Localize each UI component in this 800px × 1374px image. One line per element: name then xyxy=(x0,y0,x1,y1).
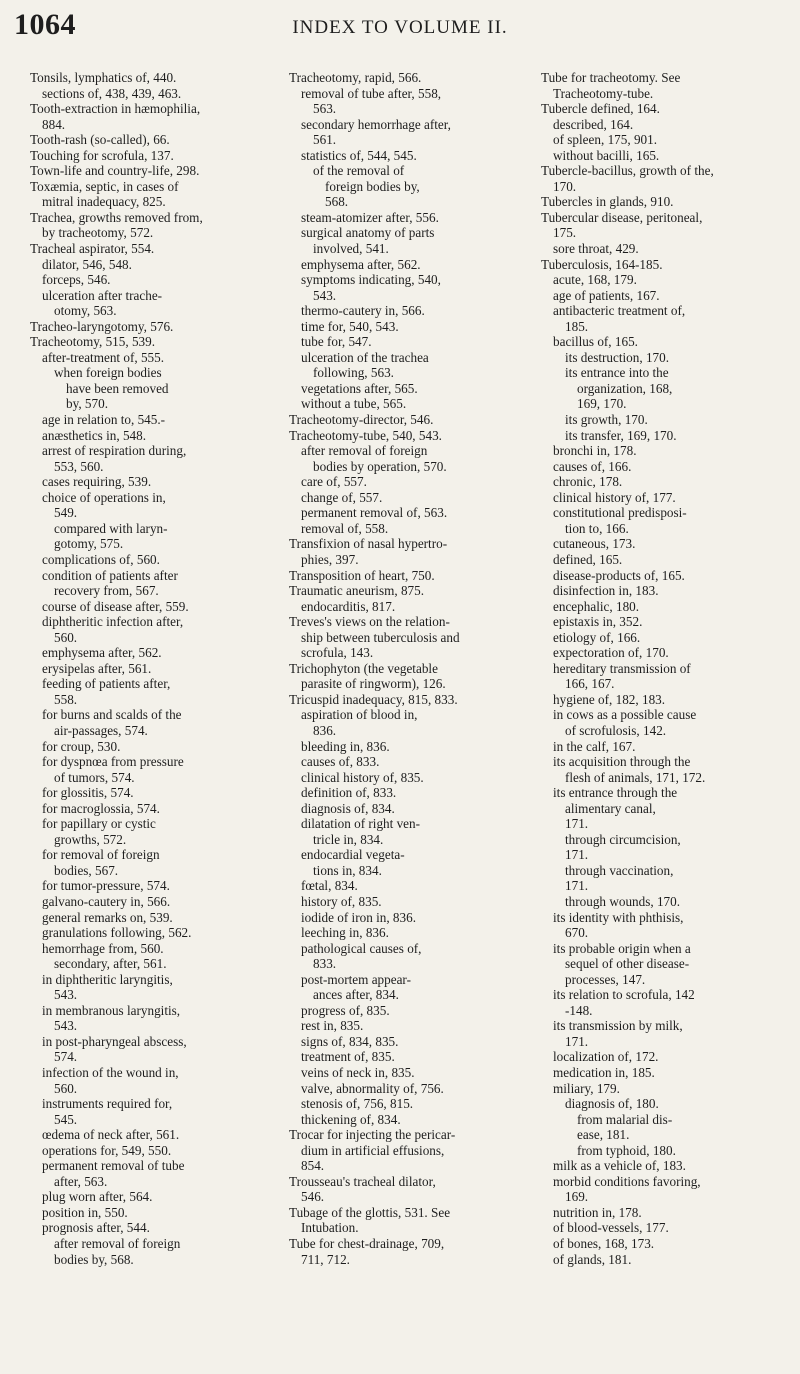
index-entry-line: Tracheotomy-tube. xyxy=(553,85,654,101)
index-entry-line: by, 570. xyxy=(66,396,109,412)
index-entry-line: 546. xyxy=(301,1189,325,1205)
index-entry-line: for croup, 530. xyxy=(42,738,121,754)
index-entry-line: feeding of patients after, xyxy=(42,676,171,692)
index-entry-line: progress of, 835. xyxy=(301,1002,390,1018)
index-entry-line: of tumors, 574. xyxy=(54,769,135,785)
index-entry-line: air-passages, 574. xyxy=(54,722,148,738)
index-column-1 xyxy=(30,70,268,1267)
index-entry-line: of bones, 168, 173. xyxy=(553,1236,655,1252)
index-entry-line: Treves's views on the relation- xyxy=(289,614,450,630)
index-entry-line: milk as a vehicle of, 183. xyxy=(553,1158,686,1174)
index-entry-line: position in, 550. xyxy=(42,1204,128,1220)
index-entry-line: vegetations after, 565. xyxy=(301,380,418,396)
index-entry-line: after removal of foreign xyxy=(301,443,428,459)
index-entry-line: clinical history of, 835. xyxy=(301,769,424,785)
index-entry-line: statistics of, 544, 545. xyxy=(301,147,417,163)
index-entry-line: aspiration of blood in, xyxy=(301,707,418,723)
index-entry-line: removal of, 558. xyxy=(301,520,389,536)
index-entry-line: its entrance through the xyxy=(553,785,678,801)
index-entry-line: 543. xyxy=(54,987,78,1003)
index-entry-line: its destruction, 170. xyxy=(565,349,670,365)
page-title: INDEX TO VOLUME II. xyxy=(292,17,508,38)
index-entry-line: 549. xyxy=(54,505,78,521)
index-entry-line: cases requiring, 539. xyxy=(42,474,152,490)
index-entry-line: tions in, 834. xyxy=(313,862,382,878)
index-entry-line: 171. xyxy=(565,847,589,863)
index-entry-line: condition of patients after xyxy=(42,567,178,583)
index-entry-line: 169. xyxy=(565,1189,589,1205)
index-entry-line: Tubercular disease, peritoneal, xyxy=(541,209,703,225)
index-entry-line: Tooth-rash (so-called), 66. xyxy=(30,132,170,148)
index-entry-line: valve, abnormality of, 756. xyxy=(301,1080,444,1096)
index-entry-line: thermo-cautery in, 566. xyxy=(301,303,425,319)
index-entry-line: its transmission by milk, xyxy=(553,1018,683,1034)
index-entry-line: have been removed xyxy=(66,380,169,396)
index-entry-line: following, 563. xyxy=(313,365,394,381)
index-entry-line: hemorrhage from, 560. xyxy=(42,940,164,956)
index-entry-line: its probable origin when a xyxy=(553,940,691,956)
index-entry-line: emphysema after, 562. xyxy=(42,645,162,661)
index-entry-line: treatment of, 835. xyxy=(301,1049,395,1065)
index-entry-line: removal of tube after, 558, xyxy=(301,85,442,101)
index-entry-line: for tumor-pressure, 574. xyxy=(42,878,170,894)
index-entry-line: disinfection in, 183. xyxy=(553,583,659,599)
index-entry-line: its transfer, 169, 170. xyxy=(565,427,677,443)
index-entry-line: Trousseau's tracheal dilator, xyxy=(289,1173,436,1189)
index-entry-line: parasite of ringworm), 126. xyxy=(301,676,446,692)
index-entry-line: in diphtheritic laryngitis, xyxy=(42,971,173,987)
index-entry-line: dilator, 546, 548. xyxy=(42,256,132,272)
index-entry-line: Trachea, growths removed from, xyxy=(30,209,203,225)
index-entry-line: 560. xyxy=(54,629,78,645)
index-entry-line: scrofula, 143. xyxy=(301,645,374,661)
index-entry-line: erysipelas after, 561. xyxy=(42,660,152,676)
index-entry-line: for glossitis, 574. xyxy=(42,785,134,801)
index-entry-line: 711, 712. xyxy=(301,1251,350,1267)
index-entry-line: 574. xyxy=(54,1049,78,1065)
index-entry-line: 170. xyxy=(553,178,577,194)
index-entry-line: described, 164. xyxy=(553,116,634,132)
index-entry-line: post-mortem appear- xyxy=(301,971,411,987)
index-entry-line: recovery from, 567. xyxy=(54,583,159,599)
index-entry-line: œdema of neck after, 561. xyxy=(42,1127,180,1143)
index-entry-line: Tube for chest-drainage, 709, xyxy=(289,1236,445,1252)
index-entry-line: 171. xyxy=(565,878,589,894)
index-entry-line: through circumcision, xyxy=(565,831,681,847)
index-entry-line: dilatation of right ven- xyxy=(301,816,421,832)
index-entry-line: for burns and scalds of the xyxy=(42,707,182,723)
index-entry-line: in the calf, 167. xyxy=(553,738,636,754)
index-entry-line: Tubage of the glottis, 531. See xyxy=(289,1204,451,1220)
index-entry-line: thickening of, 834. xyxy=(301,1111,401,1127)
index-entry-line: in cows as a possible cause xyxy=(553,707,697,723)
index-entry-line: Town-life and country-life, 298. xyxy=(30,163,200,179)
index-entry-line: 175. xyxy=(553,225,577,241)
index-entry-line: constitutional predisposi- xyxy=(553,505,687,521)
index-entry-line: 854. xyxy=(301,1158,325,1174)
index-entry-line: through wounds, 170. xyxy=(565,893,681,909)
index-entry-line: signs of, 834, 835. xyxy=(301,1033,399,1049)
index-entry-line: sections of, 438, 439, 463. xyxy=(42,85,182,101)
index-entry-line: iodide of iron in, 836. xyxy=(301,909,417,925)
index-entry-line: hereditary transmission of xyxy=(553,660,691,676)
index-entry-line: 558. xyxy=(54,691,78,707)
index-entry-line: -148. xyxy=(565,1002,593,1018)
index-entry-line: epistaxis in, 352. xyxy=(553,614,643,630)
index-entry-line: causes of, 833. xyxy=(301,754,380,770)
index-entry-line: age in relation to, 545.- xyxy=(42,412,166,428)
index-entry-line: Tricuspid inadequacy, 815, 833. xyxy=(289,691,458,707)
index-entry-line: instruments required for, xyxy=(42,1096,173,1112)
index-entry-line: infection of the wound in, xyxy=(42,1065,179,1080)
index-entry-line: its relation to scrofula, 142 xyxy=(553,987,695,1003)
index-entry-line: Tubercles in glands, 910. xyxy=(541,194,674,210)
index-entry-line: bodies by operation, 570. xyxy=(313,458,447,474)
index-entry-line: disease-products of, 165. xyxy=(553,567,685,583)
index-entry-line: 670. xyxy=(565,925,589,941)
index-entry-line: its entrance into the xyxy=(565,365,669,381)
index-entry-line: for macroglossia, 574. xyxy=(42,800,160,816)
index-entry-line: its identity with phthisis, xyxy=(553,909,684,925)
index-entry-line: Intubation. xyxy=(301,1220,359,1236)
index-entry-line: secondary hemorrhage after, xyxy=(301,116,451,132)
index-entry-line: diagnosis of, 180. xyxy=(565,1096,659,1112)
index-entry-line: expectoration of, 170. xyxy=(553,645,669,661)
index-entry-line: fœtal, 834. xyxy=(301,878,358,894)
index-entry-line: permanent removal of, 563. xyxy=(301,505,448,521)
index-entry-line: processes, 147. xyxy=(565,971,646,987)
index-column-3 xyxy=(541,70,779,1267)
index-entry-line: permanent removal of tube xyxy=(42,1158,185,1174)
index-entry-line: leeching in, 836. xyxy=(301,925,389,941)
index-entry-line: Tracheal aspirator, 554. xyxy=(30,241,155,257)
index-entry-line: antibacteric treatment of, xyxy=(553,303,686,319)
index-entry-line: Transposition of heart, 750. xyxy=(289,567,435,583)
index-entry-line: bodies, 567. xyxy=(54,862,119,878)
index-entry-line: sore throat, 429. xyxy=(553,241,639,257)
index-entry-line: symptoms indicating, 540, xyxy=(301,272,441,288)
index-entry-line: arrest of respiration during, xyxy=(42,443,187,459)
index-entry-line: 560. xyxy=(54,1080,78,1096)
index-entry-line: morbid conditions favoring, xyxy=(553,1173,701,1189)
index-entry-line: prognosis after, 544. xyxy=(42,1220,150,1236)
index-entry-line: ulceration after trache- xyxy=(42,287,163,303)
index-entry-line: forceps, 546. xyxy=(42,272,111,288)
index-entry-line: diphtheritic infection after, xyxy=(42,614,184,630)
index-entry-line: dium in artificial effusions, xyxy=(301,1142,445,1158)
index-entry-line: of the removal of xyxy=(313,163,405,179)
index-entry-line: 169, 170. xyxy=(577,396,627,412)
index-entry-line: mitral inadequacy, 825. xyxy=(42,194,166,210)
index-entry-line: ease, 181. xyxy=(577,1127,630,1143)
index-entry-line: medication in, 185. xyxy=(553,1065,655,1080)
index-entry-line: bodies by, 568. xyxy=(54,1251,134,1267)
index-entry-line: in membranous laryngitis, xyxy=(42,1002,181,1018)
index-entry-line: surgical anatomy of parts xyxy=(301,225,435,241)
index-entry-line: chronic, 178. xyxy=(553,474,623,490)
index-entry-line: 836. xyxy=(313,722,337,738)
index-entry-line: anæsthetics in, 548. xyxy=(42,427,147,443)
index-entry-line: localization of, 172. xyxy=(553,1049,659,1065)
page-header xyxy=(14,8,786,48)
index-entry-line: bleeding in, 836. xyxy=(301,738,390,754)
index-entry-line: Tracheotomy-director, 546. xyxy=(289,412,434,428)
index-entry-line: change of, 557. xyxy=(301,489,383,505)
index-entry-line: 171. xyxy=(565,1033,589,1049)
index-entry-line: of spleen, 175, 901. xyxy=(553,132,658,148)
index-entry-line: bronchi in, 178. xyxy=(553,443,637,459)
index-entry-line: without a tube, 565. xyxy=(301,396,407,412)
index-entry-line: 185. xyxy=(565,318,589,334)
index-entry-line: defined, 165. xyxy=(553,551,623,567)
index-entry-line: ances after, 834. xyxy=(313,987,399,1003)
index-entry-line: granulations following, 562. xyxy=(42,925,192,941)
index-entry-line: time for, 540, 543. xyxy=(301,318,399,334)
index-entry-line: tricle in, 834. xyxy=(313,831,384,847)
index-entry-line: after-treatment of, 555. xyxy=(42,349,165,365)
index-entry-line: its acquisition through the xyxy=(553,754,691,770)
index-entry-line: secondary, after, 561. xyxy=(54,956,167,972)
index-entry-line: Trocar for injecting the pericar- xyxy=(289,1127,456,1143)
index-entry-line: involved, 541. xyxy=(313,241,389,257)
index-entry-line: flesh of animals, 171, 172. xyxy=(565,769,706,785)
index-entry-line: foreign bodies by, xyxy=(325,178,420,194)
index-entry-line: plug worn after, 564. xyxy=(42,1189,153,1205)
index-entry-line: Tube for tracheotomy. See xyxy=(541,70,681,85)
index-entry-line: Toxæmia, septic, in cases of xyxy=(30,178,179,194)
index-entry-line: compared with laryn- xyxy=(54,520,168,536)
index-entry-line: without bacilli, 165. xyxy=(553,147,660,163)
index-entry-line: 166, 167. xyxy=(565,676,615,692)
index-entry-line: diagnosis of, 834. xyxy=(301,800,395,816)
index-entry-line: through vaccination, xyxy=(565,862,674,878)
index-entry-line: miliary, 179. xyxy=(553,1080,620,1096)
index-entry-line: from typhoid, 180. xyxy=(577,1142,676,1158)
index-entry-line: rest in, 835. xyxy=(301,1018,364,1034)
index-entry-line: stenosis of, 756, 815. xyxy=(301,1096,414,1112)
index-entry-line: of glands, 181. xyxy=(553,1251,632,1267)
index-entry-line: tube for, 547. xyxy=(301,334,372,350)
index-entry-line: gotomy, 575. xyxy=(54,536,124,552)
index-entry-line: bacillus of, 165. xyxy=(553,334,638,350)
index-entry-line: growths, 572. xyxy=(54,831,127,847)
index-entry-line: course of disease after, 559. xyxy=(42,598,189,614)
index-entry-line: age of patients, 167. xyxy=(553,287,660,303)
index-entry-line: 563. xyxy=(313,101,337,117)
index-entry-line: 561. xyxy=(313,132,337,148)
index-entry-line: after removal of foreign xyxy=(54,1236,181,1252)
index-entry-line: alimentary canal, xyxy=(565,800,656,816)
index-entry-line: history of, 835. xyxy=(301,893,382,909)
index-entry-line: acute, 168, 179. xyxy=(553,272,637,288)
index-entry-line: pathological causes of, xyxy=(301,940,422,956)
index-entry-line: Touching for scrofula, 137. xyxy=(30,147,174,163)
index-entry-line: Tracheotomy, 515, 539. xyxy=(30,334,156,350)
index-entry-line: Tracheotomy, rapid, 566. xyxy=(289,70,422,85)
index-entry-line: from malarial dis- xyxy=(577,1111,673,1127)
index-entry-line: etiology of, 166. xyxy=(553,629,641,645)
index-entry-line: galvano-cautery in, 566. xyxy=(42,893,171,909)
index-entry-line: 171. xyxy=(565,816,589,832)
index-entry-line: for removal of foreign xyxy=(42,847,160,863)
index-entry-line: for papillary or cystic xyxy=(42,816,156,832)
index-entry-line: veins of neck in, 835. xyxy=(301,1065,415,1080)
index-entry-line: choice of operations in, xyxy=(42,489,166,505)
index-entry-line: phies, 397. xyxy=(301,551,359,567)
index-entry-line: causes of, 166. xyxy=(553,458,632,474)
index-entry-line: nutrition in, 178. xyxy=(553,1204,642,1220)
page-number: 1064 xyxy=(14,8,76,41)
index-entry-line: otomy, 563. xyxy=(54,303,117,319)
index-entry-line: Tuberculosis, 164-185. xyxy=(541,256,663,272)
index-entry-line: for dyspnœa from pressure xyxy=(42,754,184,770)
index-entry-line: organization, 168, xyxy=(577,380,673,396)
index-entry-line: Traumatic aneurism, 875. xyxy=(289,583,425,599)
index-column-2 xyxy=(289,70,527,1267)
index-entry-line: Trichophyton (the vegetable xyxy=(289,660,438,676)
index-entry-line: its growth, 170. xyxy=(565,412,648,428)
index-entry-line: care of, 557. xyxy=(301,474,367,490)
index-entry-line: encephalic, 180. xyxy=(553,598,640,614)
index-entry-line: cutaneous, 173. xyxy=(553,536,636,552)
index-entry-line: 545. xyxy=(54,1111,78,1127)
index-entry-line: Tubercle defined, 164. xyxy=(541,101,660,117)
index-entry-line: clinical history of, 177. xyxy=(553,489,676,505)
index-entry-line: 543. xyxy=(313,287,337,303)
index-entry-line: emphysema after, 562. xyxy=(301,256,421,272)
index-entry-line: ulceration of the trachea xyxy=(301,349,429,365)
index-entry-line: tion to, 166. xyxy=(565,520,629,536)
index-entry-line: definition of, 833. xyxy=(301,785,397,801)
index-entry-line: Tooth-extraction in hæmophilia, xyxy=(30,101,201,117)
index-entry-line: by tracheotomy, 572. xyxy=(42,225,154,241)
index-entry-line: Tracheo-laryngotomy, 576. xyxy=(30,318,174,334)
index-entry-line: Tubercle-bacillus, growth of the, xyxy=(541,163,714,179)
index-entry-line: 543. xyxy=(54,1018,78,1034)
index-entry-line: complications of, 560. xyxy=(42,551,160,567)
index-entry-line: general remarks on, 539. xyxy=(42,909,173,925)
index-entry-line: 833. xyxy=(313,956,337,972)
index-entry-line: 553, 560. xyxy=(54,458,104,474)
index-entry-line: ship between tuberculosis and xyxy=(301,629,460,645)
index-entry-line: endocardial vegeta- xyxy=(301,847,405,863)
index-entry-line: after, 563. xyxy=(54,1173,108,1189)
index-entry-line: hygiene of, 182, 183. xyxy=(553,691,666,707)
index-entry-line: sequel of other disease- xyxy=(565,956,690,972)
index-entry-line: operations for, 549, 550. xyxy=(42,1142,172,1158)
index-entry-line: Tracheotomy-tube, 540, 543. xyxy=(289,427,442,443)
index-entry-line: steam-atomizer after, 556. xyxy=(301,209,439,225)
index-entry-line: 884. xyxy=(42,116,66,132)
index-entry-line: 568. xyxy=(325,194,349,210)
index-entry-line: of blood-vessels, 177. xyxy=(553,1220,669,1236)
index-entry-line: of scrofulosis, 142. xyxy=(565,722,667,738)
index-entry-line: Tonsils, lymphatics of, 440. xyxy=(30,70,177,85)
index-entry-line: in post-pharyngeal abscess, xyxy=(42,1033,187,1049)
index-entry-line: Transfixion of nasal hypertro- xyxy=(289,536,448,552)
index-entry-line: when foreign bodies xyxy=(54,365,162,381)
index-entry-line: endocarditis, 817. xyxy=(301,598,396,614)
